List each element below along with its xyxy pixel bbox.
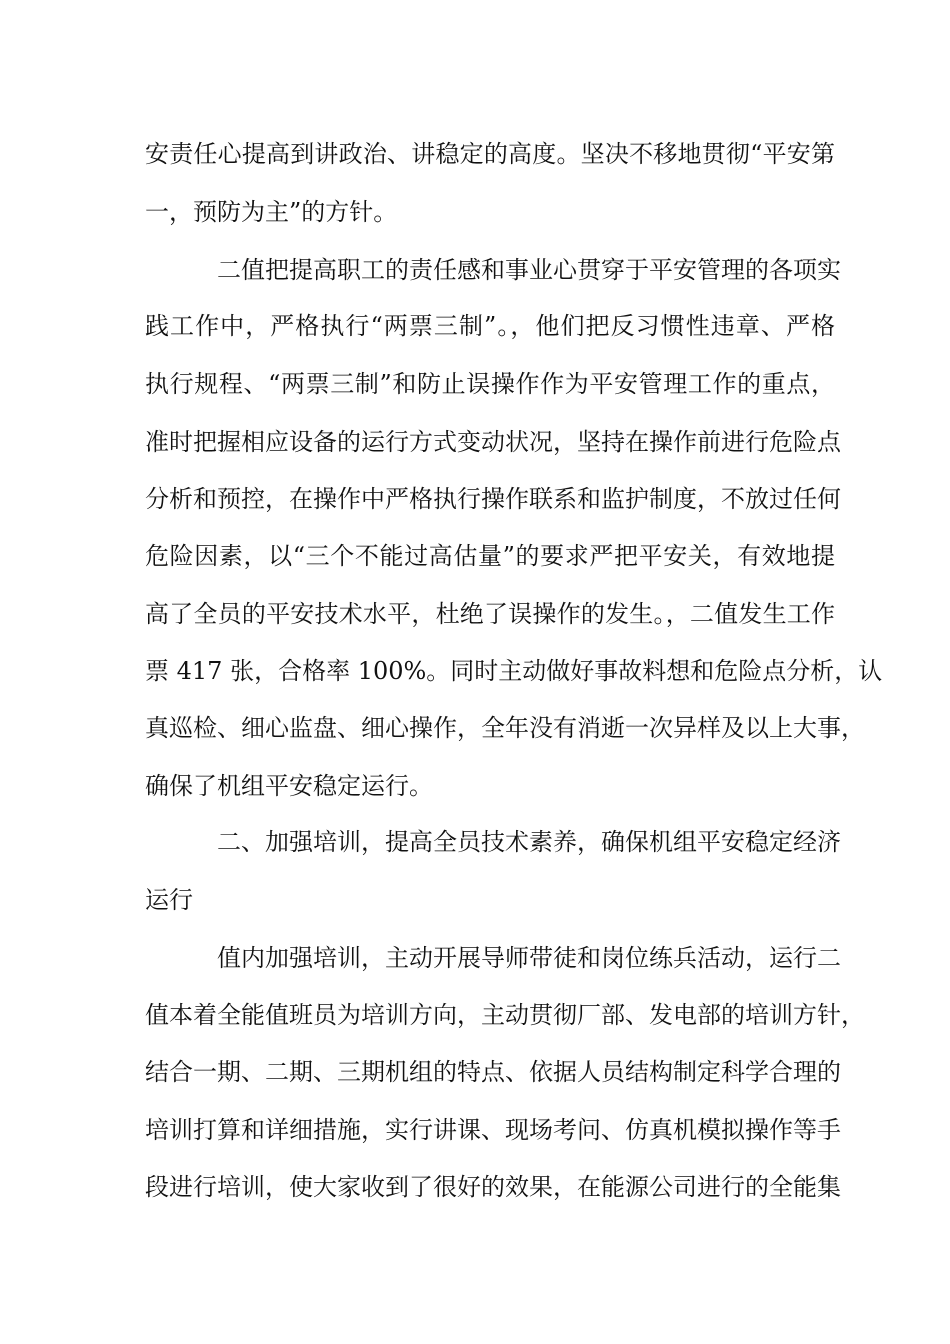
text-line: 安责任心提高到讲政治、讲稳定的高度。坚决不移地贯彻“平安第 [145,140,835,168]
text-line: 票 417 张，合格率 100%。同时主动做好事故料想和危险点分析，认 [145,657,883,685]
text-line: 一，预防为主”的方针。 [145,198,398,226]
text-line: 执行规程、“两票三制”和防止误操作作为平安管理工作的重点， [145,370,835,398]
text-line: 值本着全能值班员为培训方向，主动贯彻厂部、发电部的培训方针， [145,1001,865,1029]
text-line: 确保了机组平安稳定运行。 [145,772,433,800]
text-line: 高了全员的平安技术水平，杜绝了误操作的发生。，二值发生工作 [145,600,835,628]
text-line: 准时把握相应设备的运行方式变动状况，坚持在操作前进行危险点 [145,428,841,456]
text-line: 践工作中，严格执行“两票三制”。，他们把反习惯性违章、严格 [145,312,835,340]
section-heading-continued: 运行 [145,886,193,914]
paragraph-first-line: 二值把提高职工的责任感和事业心贯穿于平安管理的各项实 [217,256,841,284]
text-line: 真巡检、细心监盘、细心操作，全年没有消逝一次异样及以上大事， [145,714,865,742]
text-line: 结合一期、二期、三期机组的特点、依据人员结构制定科学合理的 [145,1058,841,1086]
text-line: 危险因素，以“三个不能过高估量”的要求严把平安关，有效地提 [145,542,835,570]
section-heading: 二、加强培训，提高全员技术素养，确保机组平安稳定经济 [217,828,841,856]
text-line: 培训打算和详细措施，实行讲课、现场考问、仿真机模拟操作等手 [145,1116,841,1144]
paragraph-first-line: 值内加强培训，主动开展导师带徒和岗位练兵活动，运行二 [217,944,841,972]
text-line: 分析和预控，在操作中严格执行操作联系和监护制度，不放过任何 [145,485,841,513]
text-line: 段进行培训，使大家收到了很好的效果，在能源公司进行的全能集 [145,1173,841,1201]
